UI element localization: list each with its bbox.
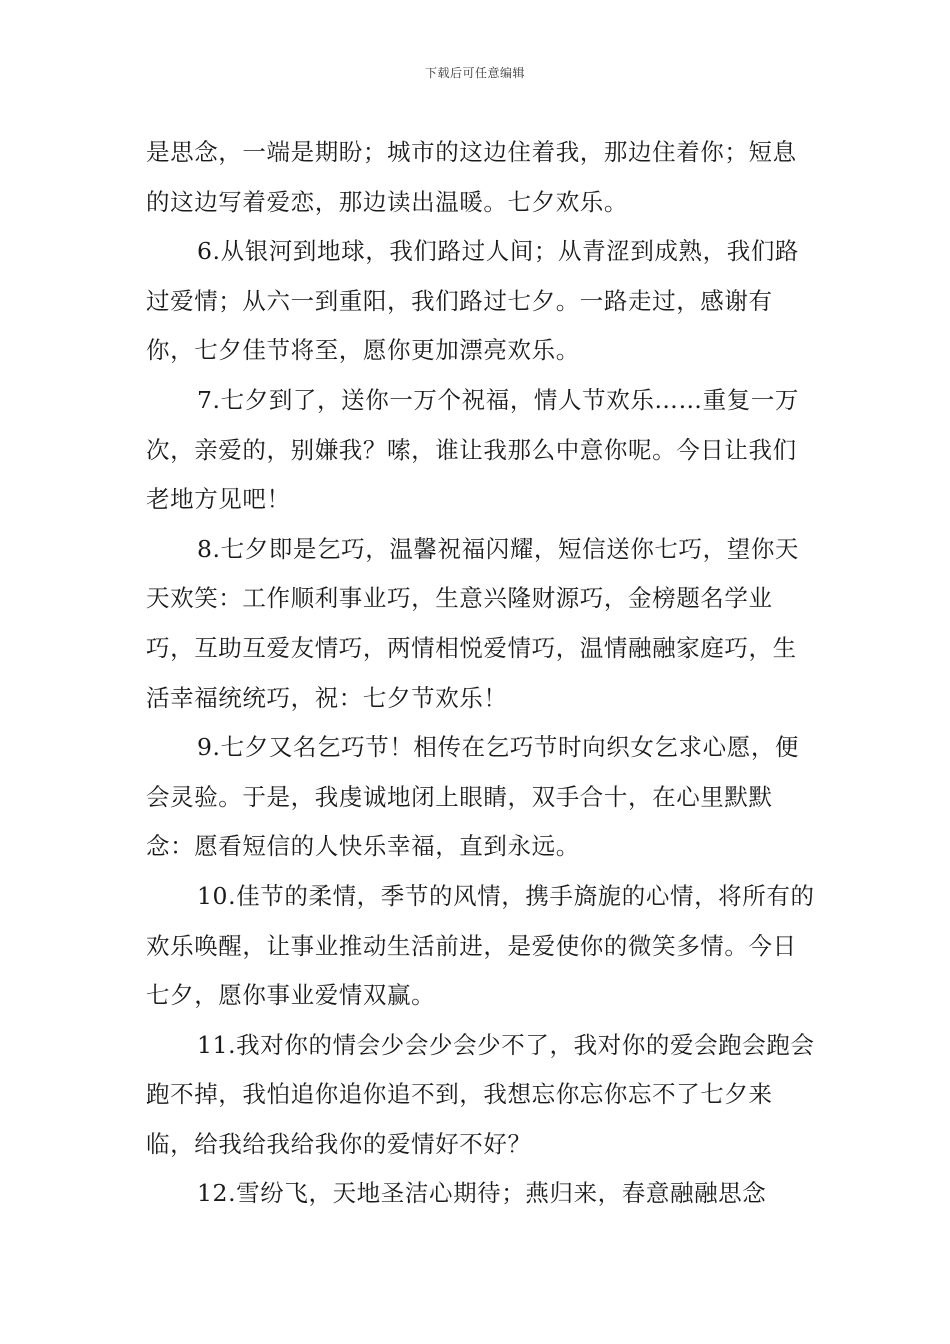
paragraph-item-6: 6.从银河到地球，我们路过人间；从青涩到成熟，我们路过爱情；从六一到重阳，我们路过七夕。一路走过，感谢有你，七夕佳节将至，愿你更加漂亮欢乐。 — [146, 237, 800, 365]
paragraph-continuation: 是思念，一端是期盼；城市的这边住着我，那边住着你；短息的这边写着爱恋，那边读出温暖。七夕欢乐。 — [146, 138, 797, 216]
paragraph-item-8: 8.七夕即是乞巧，温馨祝福闪耀，短信送你七巧，望你天天欢笑：工作顺利事业巧，生意兴隆财源巧，金榜题名学业巧，互助互爱友情巧，两情相悦爱情巧，温情融融家庭巧，生活幸福统统巧，祝：七夕节欢乐！ — [146, 534, 800, 712]
paragraph-item-10: 10.佳节的柔情，季节的风情，携手旖旎的心情，将所有的欢乐唤醒，让事业推动生活前进，是爱使你的微笑多情。今日七夕，愿你事业爱情双赢。 — [146, 881, 815, 1010]
paragraph-item-11: 11.我对你的情会少会少会少不了，我对你的爱会跑会跑会跑不掉，我怕追你追你追不到，我想忘你忘你忘不了七夕来临，给我给我给我你的爱情好不好？ — [146, 1030, 815, 1158]
paragraph-item-7: 7.七夕到了，送你一万个祝福，情人节欢乐……重复一万次，亲爱的，别嫌我？嗦，谁让我那么中意你呢。今日让我们老地方见吧！ — [146, 385, 800, 514]
document-body — [146, 128, 816, 1219]
page-header: 下载后可任意编辑 — [424, 66, 525, 80]
paragraph-item-9: 9.七夕又名乞巧节！相传在乞巧节时向织女乞求心愿，便会灵验。于是，我虔诚地闭上眼睛，双手合十，在心里默默念：愿看短信的人快乐幸福，直到永远。 — [146, 733, 800, 861]
paragraph-item-12: 12.雪纷飞，天地圣洁心期待；燕归来，春意融融思念 — [197, 1179, 767, 1208]
